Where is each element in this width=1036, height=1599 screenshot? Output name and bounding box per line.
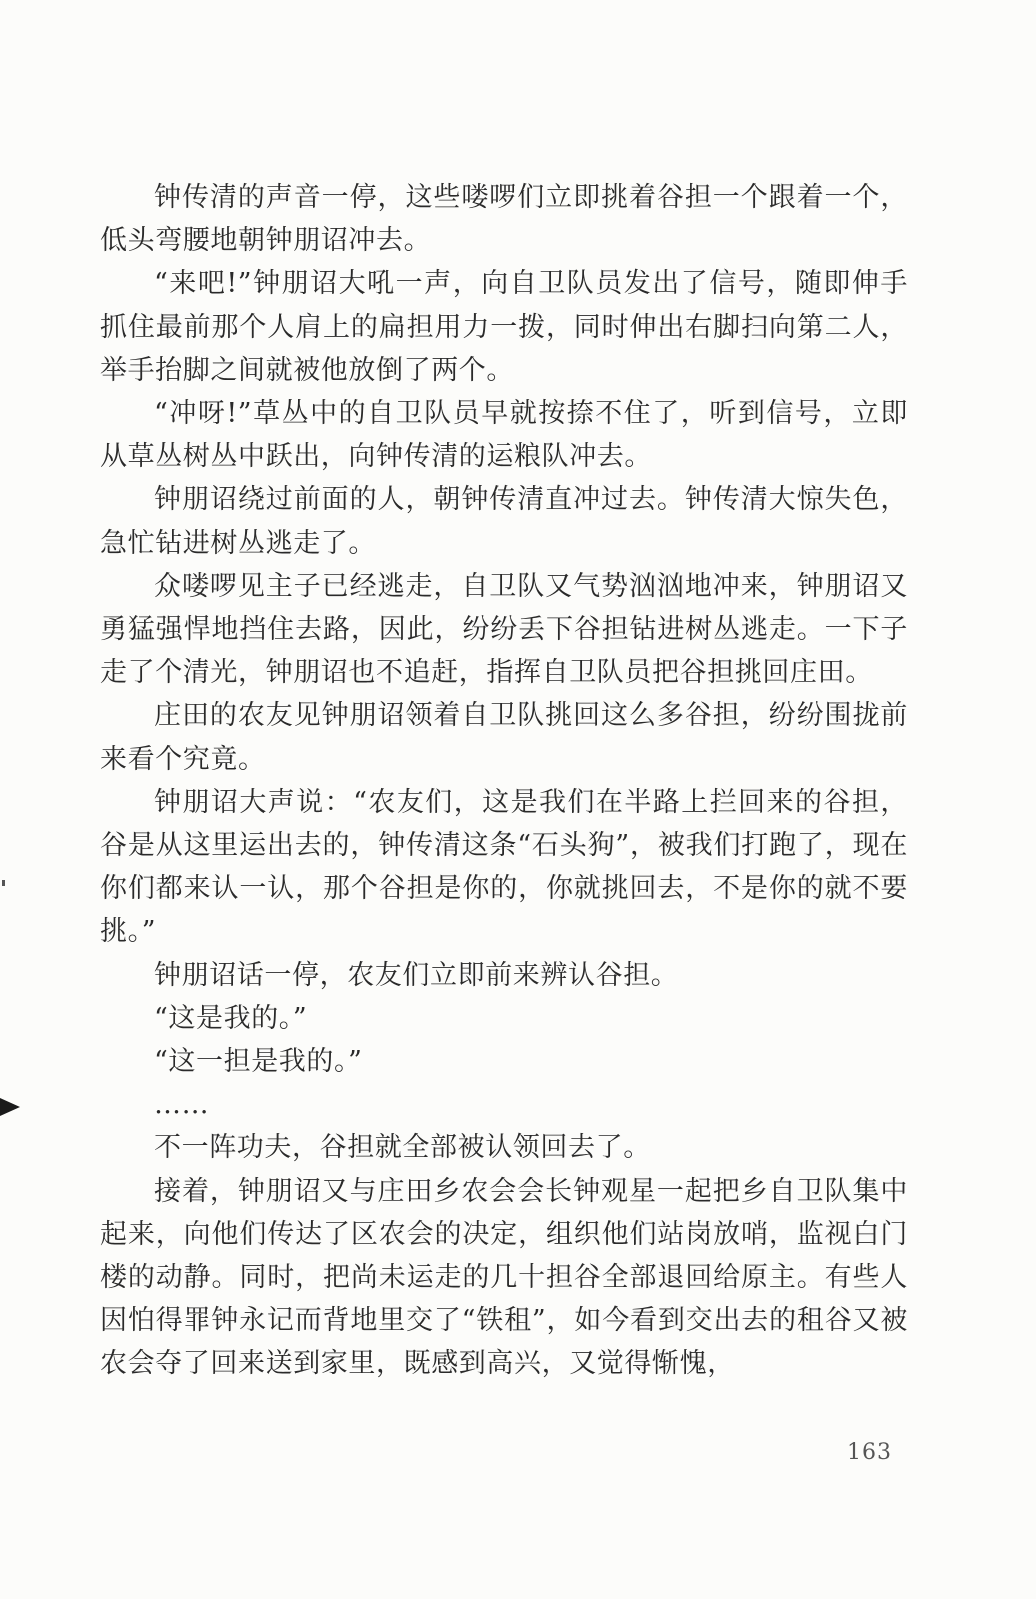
paragraph: 钟朋诏大声说：“农友们，这是我们在半路上拦回来的谷担，谷是从这里运出去的，钟传清这条“石头狗”，被我们打跑了，现在你们都来认一认，那个谷担是你的，你就挑回去，不是你的就不要挑。” [100,786,908,948]
paragraph: 接着，钟朋诏又与庄田乡农会会长钟观星一起把乡自卫队集中起来，向他们传达了区农会的决定，组织他们站岗放哨，监视白门楼的动静。同时，把尚未运走的几十担谷全部退回给原主。有些人因怕得罪钟永记而背地里交了“铁租”，如今看到交出去的租谷又被农会夺了回来送到家里，既感到高兴，又觉得惭愧， [100,1175,908,1380]
paragraph: “这一担是我的。” [154,1046,363,1078]
paragraph: “冲呀!”草丛中的自卫队员早就按捺不住了，听到信号，立即从草丛树丛中跃出，向钟传清的运粮队冲去。 [100,398,908,473]
page-number: 163 [847,1440,892,1465]
paragraph: …… [154,1089,210,1121]
paragraph: 钟朋诏绕过前面的人，朝钟传清直冲过去。钟传清大惊失色，急忙钻进树丛逃走了。 [100,484,908,559]
paragraph: “这是我的。” [154,1002,308,1034]
scan-edge-mark [0,1098,20,1116]
paragraph: “来吧!”钟朋诏大吼一声，向自卫队员发出了信号，随即伸手抓住最前那个人肩上的扁担用力一拨，同时伸出右脚扫向第二人，举手抬脚之间就被他放倒了两个。 [100,268,908,386]
scan-edge-speck [2,880,5,886]
body-text [100,176,908,1386]
paragraph: 众喽啰见主子已经逃走，自卫队又气势汹汹地冲来，钟朋诏又勇猛强悍地挡住去路，因此，纷纷丢下谷担钻进树丛逃走。一下子走了个清光，钟朋诏也不追赶，指挥自卫队员把谷担挑回庄田。 [100,570,908,689]
paragraph: 钟朋诏话一停，农友们立即前来辨认谷担。 [154,959,679,991]
paragraph: 不一阵功夫，谷担就全部被认领回去了。 [154,1132,651,1164]
paragraph: 钟传清的声音一停，这些喽啰们立即挑着谷担一个跟着一个，低头弯腰地朝钟朋诏冲去。 [100,182,908,257]
paragraph: 庄田的农友见钟朋诏领着自卫队挑回这么多谷担，纷纷围拢前来看个究竟。 [100,700,908,775]
